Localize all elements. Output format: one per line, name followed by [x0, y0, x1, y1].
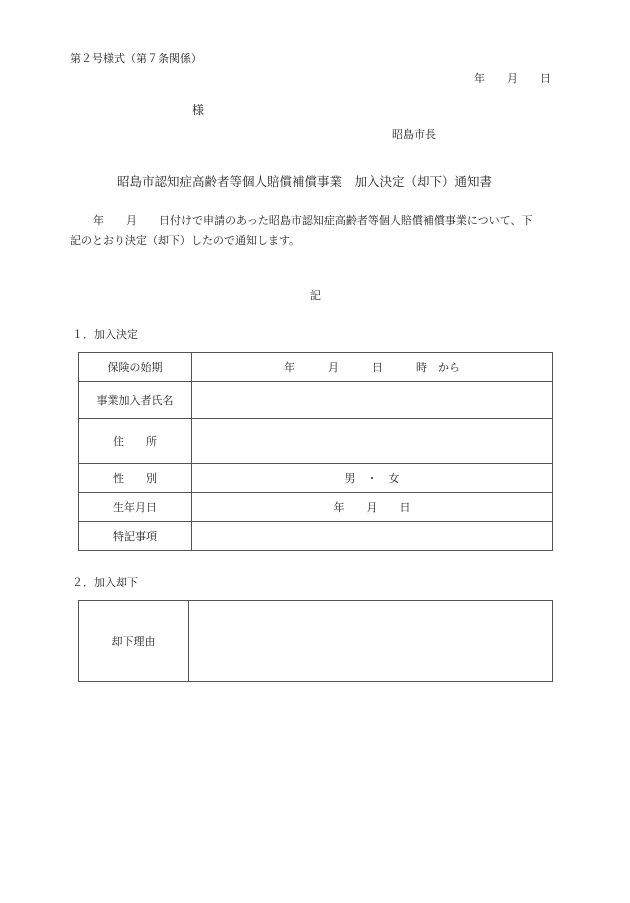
- rejection-reason-value[interactable]: [189, 601, 553, 682]
- rejection-table: [78, 600, 553, 682]
- row-value[interactable]: [192, 419, 553, 464]
- row-label: 住 所: [79, 419, 192, 464]
- row-label: 特記事項: [79, 522, 192, 551]
- section1-heading: １．加入決定: [72, 328, 138, 341]
- date-line: 年 月 日: [474, 72, 551, 85]
- row-label: 生年月日: [79, 493, 192, 522]
- row-value[interactable]: [192, 382, 553, 419]
- row-label: 事業加入者氏名: [79, 382, 192, 419]
- document-title: 昭島市認知症高齢者等個人賠償補償事業 加入決定（却下）通知書: [117, 174, 493, 189]
- decision-table: [78, 352, 553, 551]
- row-value[interactable]: 年 月 日 時 から: [192, 353, 553, 382]
- table-row: [79, 493, 553, 522]
- table-row: [79, 522, 553, 551]
- table-row: [79, 601, 553, 682]
- row-value[interactable]: 男 ・ 女: [192, 464, 553, 493]
- issuer: 昭島市長: [392, 128, 436, 141]
- body-line-1: 年 月 日付けで申請のあった昭島市認知症高齢者等個人賠償補償事業について、下: [93, 214, 533, 227]
- body-line-2: 記のとおり決定（却下）したので通知します。: [70, 234, 301, 247]
- table-row: [79, 464, 553, 493]
- row-value[interactable]: 年 月 日: [192, 493, 553, 522]
- section2-heading: ２．加入却下: [72, 576, 138, 589]
- addressee-suffix: 様: [192, 103, 205, 117]
- row-value[interactable]: [192, 522, 553, 551]
- ki-heading: 記: [310, 289, 321, 302]
- row-label: 性 別: [79, 464, 192, 493]
- row-label: 保険の始期: [79, 353, 192, 382]
- form-number: 第２号様式（第７条関係）: [70, 52, 202, 65]
- table-row: [79, 353, 553, 382]
- table-row: [79, 419, 553, 464]
- table-row: [79, 382, 553, 419]
- rejection-reason-label: 却下理由: [79, 601, 189, 682]
